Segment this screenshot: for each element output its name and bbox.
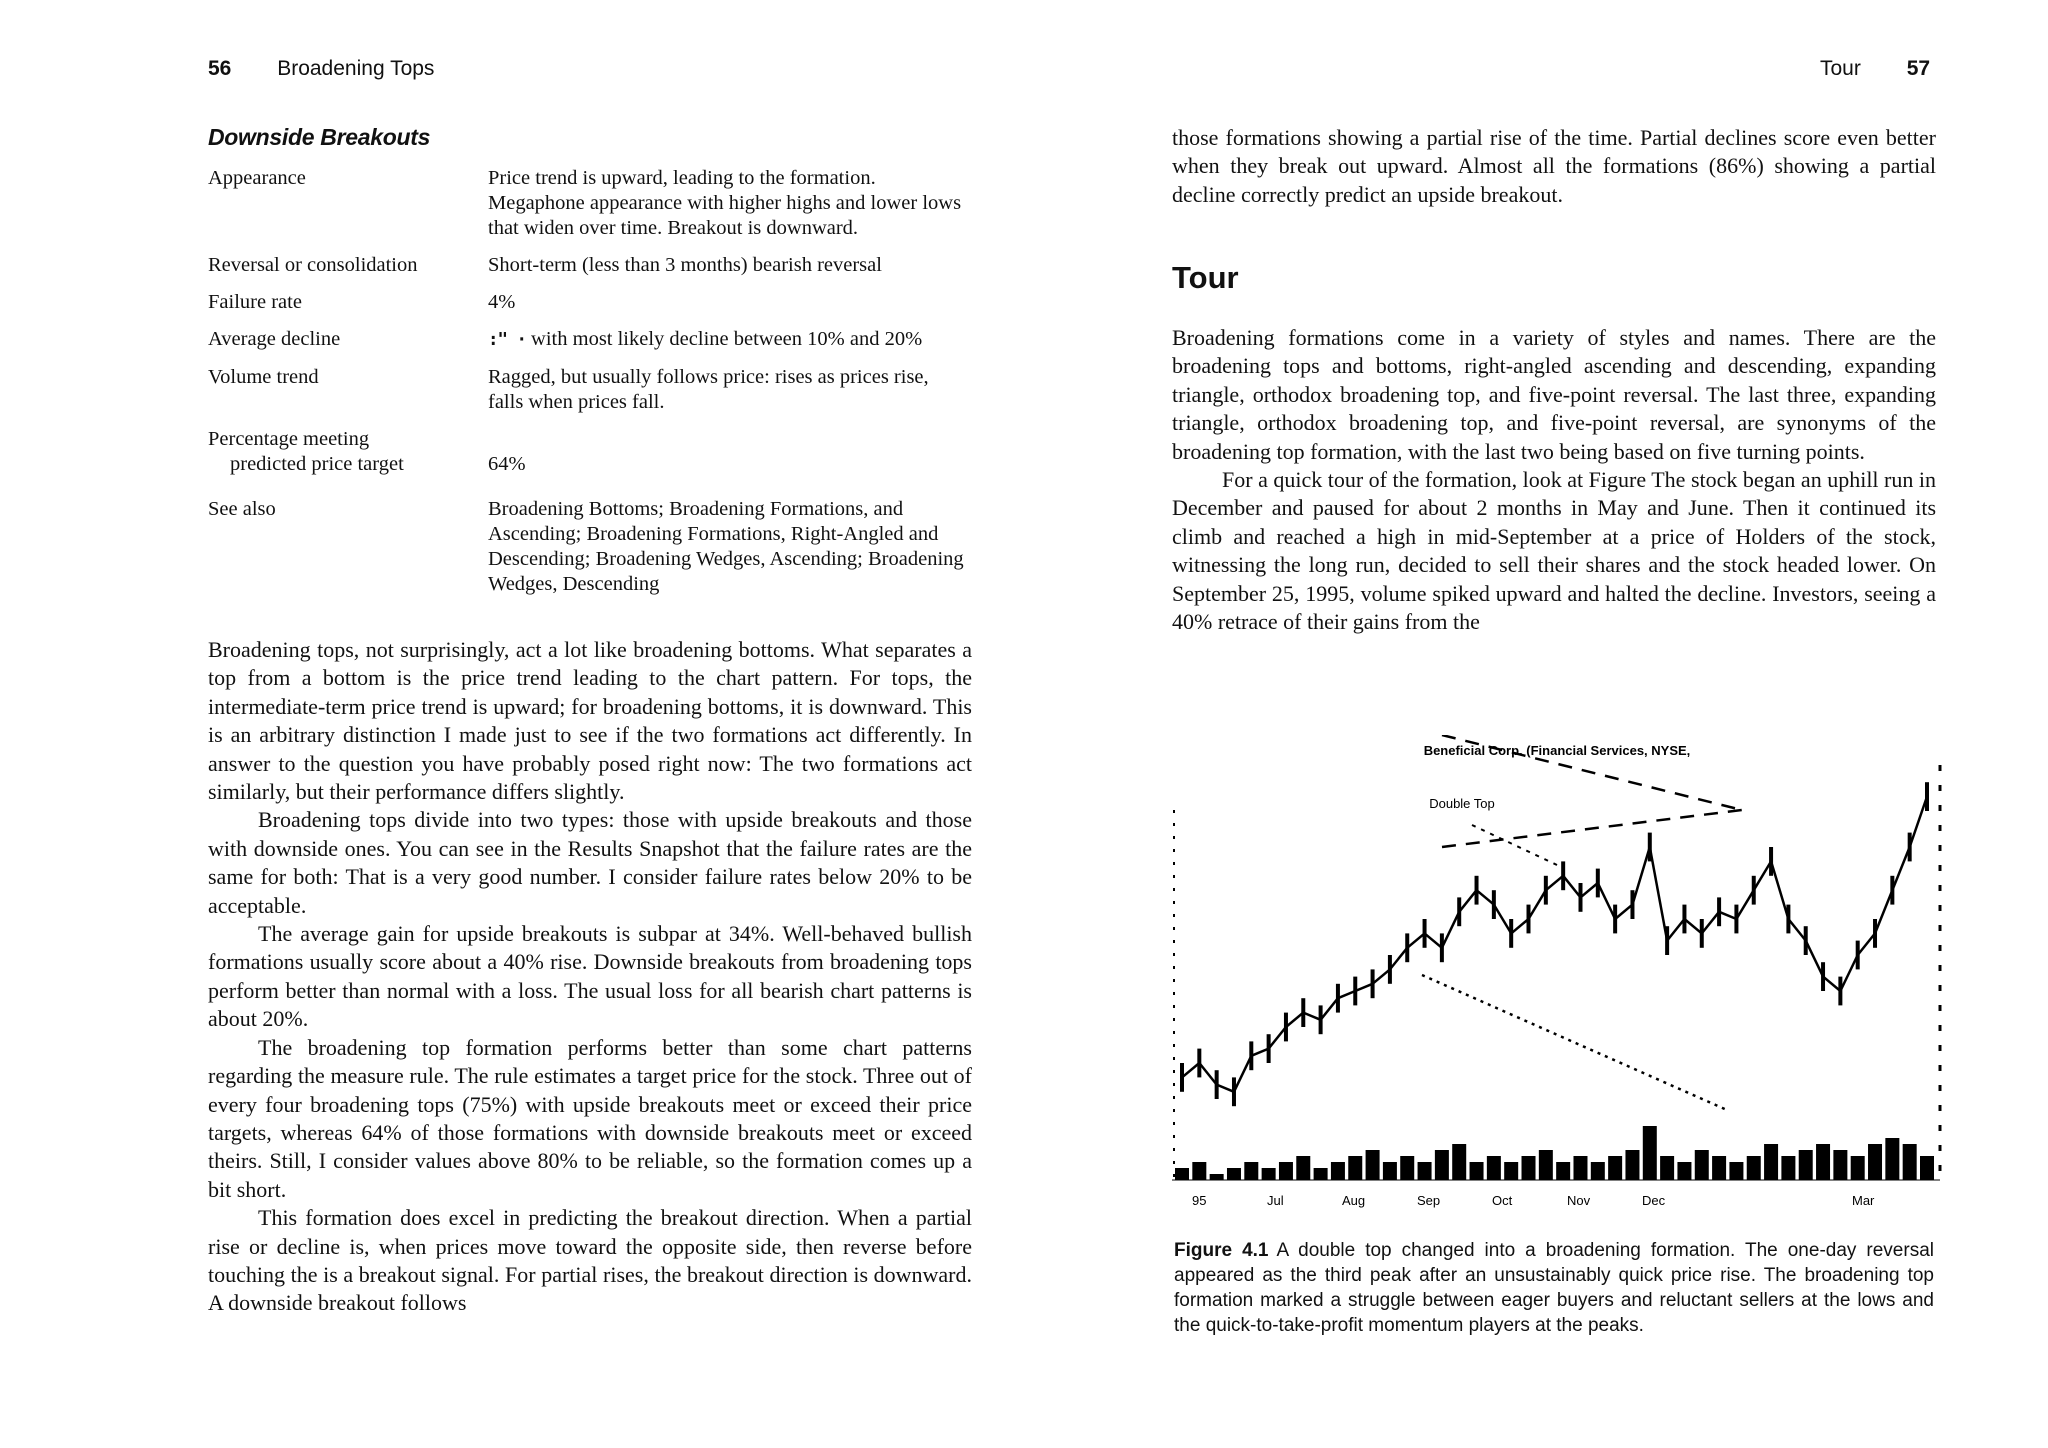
snapshot-label: Appearance: [208, 167, 306, 189]
right-page: [1024, 0, 2048, 1448]
price-segment: [1511, 919, 1528, 933]
price-segment: [1719, 912, 1736, 919]
results-snapshot-table: [208, 166, 978, 609]
price-segment: [1702, 912, 1719, 934]
snapshot-row-reversal: [208, 253, 978, 278]
figure-caption: [1174, 1238, 1934, 1338]
price-segment: [1858, 933, 1875, 955]
volume-bar: [1695, 1150, 1709, 1180]
price-segment: [1529, 890, 1546, 919]
price-segment: [1390, 948, 1407, 970]
paragraph: Broadening formations come in a variety of styles and names. There are the broadening tops and bottoms, right-angled ascending and descending, expanding triangle, orthodox broadening top, and five-point reversal. The last three, expanding triangle, orthodox broadening top, and five-point reversal, are synonyms of the broadening top formation, with the last two being based on five turning points.: [1172, 325, 1936, 464]
price-segment: [1182, 1063, 1199, 1077]
snapshot-value: 4%: [488, 291, 516, 313]
volume-bar: [1729, 1162, 1743, 1180]
snapshot-label: predicted price target: [230, 453, 404, 475]
paragraph: For a quick tour of the formation, look at Figure The stock began an uphill run in December and paused for about 2 months in May and June. Then it continued its climb and reached a high in mid-September at a price of Holders of the stock, witnessing the long run, decided to sell their shares and the stock headed lower. On September 25, 1995, volume spiked upward and halted the decline. Investors, seeing a 40% retrace of their gains from the: [1172, 467, 1936, 635]
left-running-title: Broadening Tops: [277, 57, 435, 80]
price-segment: [1234, 1056, 1251, 1092]
volume-bar: [1435, 1150, 1449, 1180]
caption-text: A double top changed into a broadening formation. The one-day reversal appeared as the third peak after an unsustainably quick price rise. The broadening top formation marked a struggle between eager buyers and reluctant sellers at the lows and the quick-to-take-profit momentum players at the peaks.: [1174, 1240, 1934, 1336]
volume-bar: [1625, 1150, 1639, 1180]
x-tick-label: Aug: [1342, 1193, 1366, 1208]
volume-bar: [1712, 1156, 1726, 1180]
volume-bar: [1470, 1162, 1484, 1180]
snapshot-value: Price trend is upward, leading to the formation. Megaphone appearance with higher highs and lower lows that widen over time. Breakout is downward.: [488, 167, 962, 239]
price-segment: [1269, 1027, 1286, 1049]
price-segment: [1477, 890, 1494, 904]
price-segment: [1425, 933, 1442, 947]
price-segment: [1407, 933, 1424, 947]
left-page-number: 56: [208, 57, 232, 80]
price-segment: [1580, 883, 1597, 897]
paragraph: Broadening tops, not surprisingly, act a lot like broadening bottoms. What separates a top from a bottom is the price trend leading to the chart pattern. For tops, the intermediate-term price trend is upward; for broadening bottoms, it is downward. This is an arbitrary distinction I made just to see if the two formations act differently. In answer to the question you have probably posed right now: The two formations act similarly, but their performance differs slightly.: [208, 637, 972, 805]
volume-bar: [1851, 1156, 1865, 1180]
snapshot-value: with most likely decline between 10% and 20%: [531, 328, 923, 350]
x-tick-label: Mar: [1852, 1193, 1875, 1208]
x-tick-label: Nov: [1567, 1193, 1591, 1208]
volume-bar: [1348, 1156, 1362, 1180]
price-segment: [1806, 941, 1823, 977]
volume-bar: [1418, 1162, 1432, 1180]
volume-bar: [1210, 1174, 1224, 1180]
price-segment: [1546, 876, 1563, 890]
volume-bar: [1764, 1144, 1778, 1180]
price-segment: [1459, 890, 1476, 912]
garbled-print: :" ·: [488, 330, 526, 350]
x-tick-label: Dec: [1642, 1193, 1666, 1208]
snapshot-row-volume-trend: [208, 365, 978, 415]
volume-bar: [1920, 1156, 1934, 1180]
volume-bar: [1816, 1144, 1830, 1180]
price-segment: [1910, 797, 1927, 847]
price-segment: [1684, 919, 1701, 933]
volume-bar: [1331, 1162, 1345, 1180]
price-segment: [1494, 905, 1511, 934]
price-segment: [1650, 847, 1667, 941]
lower-trendline: [1422, 975, 1727, 1110]
volume-bar: [1504, 1162, 1518, 1180]
volume-bar: [1192, 1162, 1206, 1180]
x-tick-label: Oct: [1492, 1193, 1513, 1208]
section-title-tour: Tour: [1172, 260, 1239, 295]
volume-bar: [1556, 1162, 1570, 1180]
volume-bar: [1677, 1162, 1691, 1180]
volume-bar: [1539, 1150, 1553, 1180]
price-segment: [1632, 847, 1649, 905]
volume-bar: [1660, 1156, 1674, 1180]
snapshot-value: 64%: [488, 453, 526, 475]
snapshot-row-see-also: [208, 497, 978, 597]
volume-bar: [1885, 1138, 1899, 1180]
right-page-number: 57: [1906, 57, 1931, 80]
volume-bar: [1487, 1156, 1501, 1180]
snapshot-row-failure-rate: [208, 290, 978, 315]
figure-4-1-chart: [1172, 735, 1942, 1215]
volume-bar: [1279, 1162, 1293, 1180]
volume-bar: [1903, 1144, 1917, 1180]
snapshot-row-average-decline: [208, 327, 978, 353]
volume-bar: [1781, 1156, 1795, 1180]
price-segment: [1286, 1013, 1303, 1027]
volume-bar: [1175, 1168, 1189, 1180]
section-title-downside-breakouts: Downside Breakouts: [208, 124, 431, 150]
price-segment: [1788, 919, 1805, 941]
snapshot-label: Failure rate: [208, 291, 302, 313]
volume-bar: [1244, 1162, 1258, 1180]
volume-bar: [1643, 1126, 1657, 1180]
double-top-line: [1472, 825, 1557, 865]
annotation-double-top: Double Top: [1429, 796, 1495, 811]
price-segment: [1355, 984, 1372, 991]
price-segment: [1823, 977, 1840, 991]
price-segment: [1563, 876, 1580, 898]
volume-bar: [1747, 1156, 1761, 1180]
price-volume-chart: [1172, 735, 1942, 1215]
volume-bar: [1573, 1156, 1587, 1180]
volume-bar: [1262, 1168, 1276, 1180]
price-segment: [1875, 890, 1892, 933]
right-running-title: Tour: [1820, 57, 1861, 80]
price-segment: [1840, 955, 1857, 991]
left-running-head: [208, 57, 434, 81]
price-segment: [1338, 991, 1355, 998]
snapshot-row-percentage-meeting: [208, 427, 978, 477]
x-axis-ticks: [1192, 1193, 1875, 1208]
snapshot-value: Ragged, but usually follows price: rises as prices rise, falls when prices fall.: [488, 366, 929, 413]
volume-bar: [1296, 1156, 1310, 1180]
volume-bar: [1833, 1150, 1847, 1180]
volume-bar: [1608, 1156, 1622, 1180]
price-segment: [1598, 883, 1615, 919]
paragraph: Broadening tops divide into two types: those with upside breakouts and those with downside ones. You can see in the Results Snapshot that the failure rates are the same for both: That is a very good number. I consider failure rates below 20% to be acceptable.: [208, 807, 972, 918]
right-top-paragraph: [1172, 124, 1936, 209]
price-series: [1182, 782, 1927, 1106]
price-segment: [1321, 998, 1338, 1020]
volume-bar: [1452, 1144, 1466, 1180]
volume-bar: [1366, 1150, 1380, 1180]
price-segment: [1615, 905, 1632, 919]
price-segment: [1373, 969, 1390, 983]
price-segment: [1892, 847, 1909, 890]
chart-title: Beneficial Corp. (Financial Services, NYSE,: [1423, 743, 1691, 758]
price-segment: [1771, 861, 1788, 919]
snapshot-label: Volume trend: [208, 366, 319, 388]
volume-bar: [1314, 1168, 1328, 1180]
volume-bar: [1227, 1168, 1241, 1180]
paragraph: The average gain for upside breakouts is subpar at 34%. Well-behaved bullish formations usually score about a 40% rise. Downside breakouts from broadening tops perform better than normal with a loss. The usual loss for all bearish chart patterns is about 20%.: [208, 921, 972, 1032]
snapshot-label: Reversal or consolidation: [208, 254, 418, 276]
snapshot-row-appearance: [208, 166, 978, 241]
right-running-head: [1820, 57, 1930, 81]
snapshot-label: Percentage meeting: [208, 428, 370, 450]
volume-bar: [1591, 1162, 1605, 1180]
left-body-text: [208, 636, 972, 1318]
paragraph: those formations showing a partial rise of the time. Partial declines score even better when they break out upward. Almost all the formations (86%) showing a partial decline correctly predict an upside breakout.: [1172, 125, 1936, 207]
caption-label: Figure 4.1: [1174, 1240, 1269, 1261]
x-tick-label: Sep: [1417, 1193, 1441, 1208]
price-segment: [1667, 919, 1684, 941]
snapshot-label: Average decline: [208, 328, 341, 350]
price-segment: [1442, 912, 1459, 948]
price-segment: [1251, 1049, 1268, 1056]
volume-series: [1175, 1126, 1934, 1180]
right-body-text: [1172, 324, 1936, 636]
x-tick-label: 95: [1192, 1193, 1207, 1208]
paragraph: This formation does excel in predicting the breakout direction. When a partial rise or decline is, when prices move toward the opposite side, then reverse before touching the is a breakout signal. For partial rises, the breakout direction is downward. A downside breakout follows: [208, 1205, 972, 1316]
upper-trendline: [1442, 810, 1742, 847]
volume-bar: [1522, 1156, 1536, 1180]
paragraph: The broadening top formation performs better than some chart patterns regarding the measure rule. The rule estimates a target price for the stock. Three out of every four broadening tops (75%) with upside breakouts meet or exceed their price targets, whereas 64% of those formations with downside breakouts meet or exceed theirs. Still, I consider values above 80% to be reliable, so the formation comes up a bit short.: [208, 1034, 972, 1202]
price-segment: [1303, 1013, 1320, 1020]
snapshot-label: See also: [208, 498, 276, 520]
price-segment: [1754, 861, 1771, 890]
volume-bar: [1383, 1162, 1397, 1180]
price-segment: [1199, 1063, 1216, 1085]
price-segment: [1217, 1085, 1234, 1092]
x-tick-label: Jul: [1267, 1193, 1284, 1208]
volume-bar: [1799, 1150, 1813, 1180]
snapshot-value: Short-term (less than 3 months) bearish reversal: [488, 254, 882, 276]
price-segment: [1736, 890, 1753, 919]
snapshot-value: Broadening Bottoms; Broadening Formations, and Ascending; Broadening Formations, Right-Angled and Descending; Broadening Wedges, Ascending; Broadening Wedges, Descending: [488, 498, 964, 595]
volume-bar: [1400, 1156, 1414, 1180]
volume-bar: [1868, 1144, 1882, 1180]
